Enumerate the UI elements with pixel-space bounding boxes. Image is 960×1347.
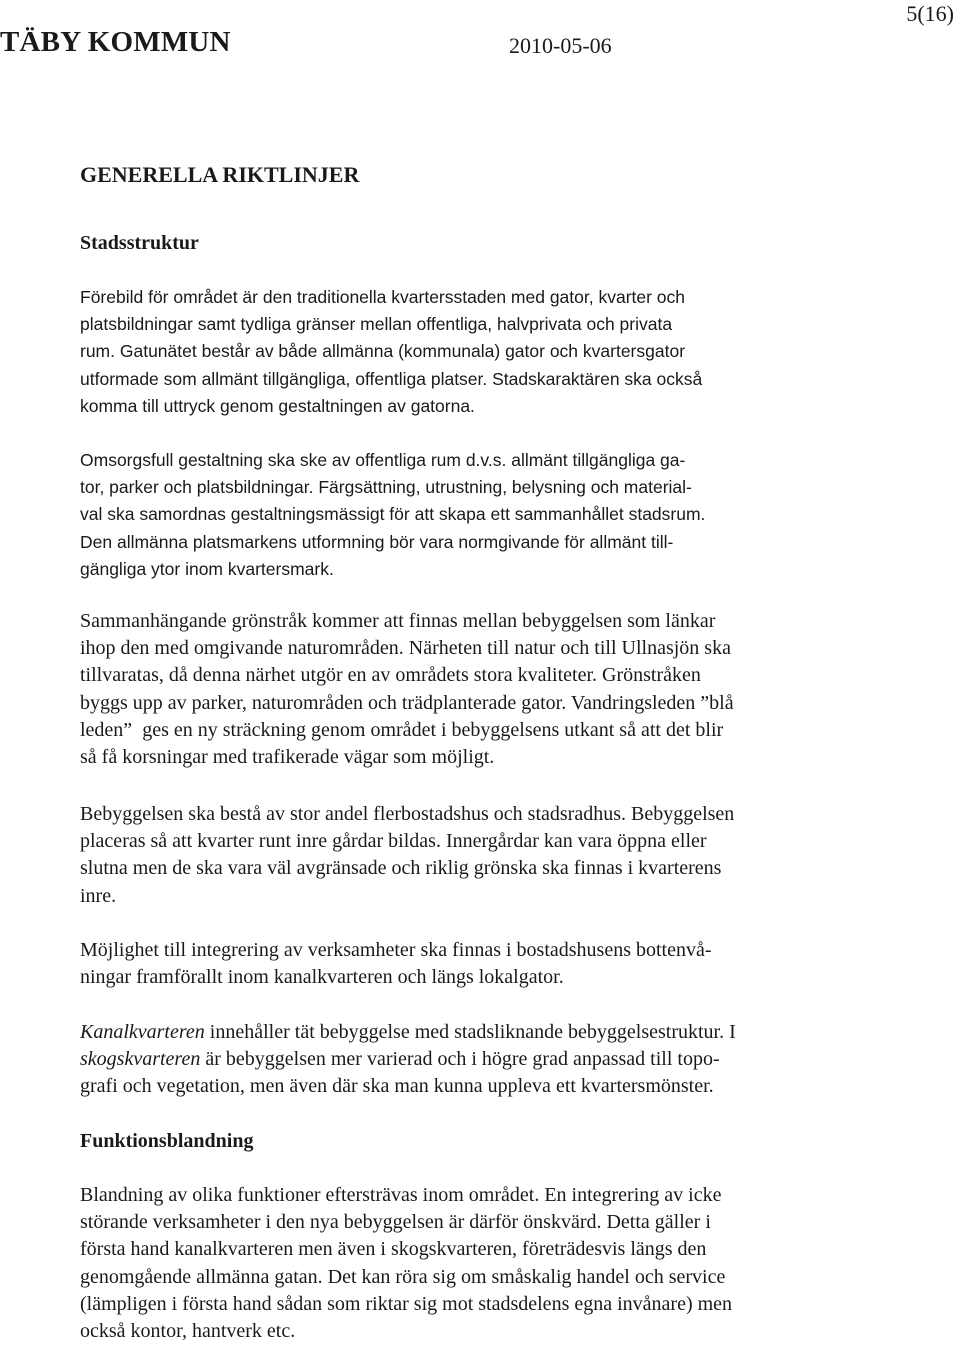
- text-line: [80, 1019, 736, 1046]
- paragraph-stadsstruktur-6: [80, 1019, 736, 1101]
- text-line: [80, 828, 734, 855]
- text-line: [80, 474, 705, 501]
- text-segment: Den allmänna platsmarkens utformning bör vara normgivande för allmänt till-: [80, 531, 674, 552]
- text-segment: Möjlighet till integrering av verksamheter ska finnas i bostadshusens bottenvå-: [80, 939, 712, 961]
- text-segment: genomgående allmänna gatan. Det kan röra sig om småskalig handel och service: [80, 1265, 726, 1288]
- text-line: [80, 529, 705, 556]
- text-segment: också kontor, hantverk etc.: [80, 1319, 296, 1342]
- text-segment: platsbildningar samt tydliga gränser mellan offentliga, halvprivata och privata: [80, 314, 673, 335]
- text-segment: tor, parker och platsbildningar.: [80, 477, 319, 498]
- text-segment: placeras så att kvarter runt inre gårdar bildas. Innergårdar kan vara öppna eller: [80, 830, 707, 853]
- emphasized-term: skogskvarteren: [80, 1048, 201, 1071]
- text-segment: gängliga ytor inom kvartersmark.: [80, 558, 334, 579]
- text-line: [80, 1291, 732, 1318]
- text-segment: Förebild för området är den traditionella kvartersstaden med gator, kvarter och: [80, 287, 686, 307]
- text-line: [80, 501, 705, 528]
- text-segment: komma till uttryck genom gestaltningen av gatorna.: [80, 395, 475, 416]
- heading-stadsstruktur: Stadsstruktur: [80, 232, 199, 254]
- text-line: [80, 311, 702, 338]
- text-line: [80, 635, 734, 662]
- text-line: [80, 744, 734, 771]
- text-segment: byggs upp av parker, naturområden och trädplanterade gator. Vandringsleden ”blå: [80, 691, 734, 714]
- paragraph-stadsstruktur-2: [80, 447, 705, 583]
- text-line: [80, 964, 712, 991]
- text-line: [80, 1318, 732, 1345]
- text-line: [80, 447, 705, 474]
- text-segment: inre.: [80, 884, 117, 907]
- paragraph-funktionsblandning-1: [80, 1182, 732, 1345]
- text-segment: utformade som allmänt tillgängliga, offentliga platser. Stadskaraktären ska också: [80, 368, 703, 389]
- heading-funktionsblandning: Funktionsblandning: [80, 1130, 254, 1152]
- text-segment: Blandning av olika funktioner eftersträvas inom området. En integrering av icke: [80, 1184, 722, 1206]
- text-line: [80, 690, 734, 717]
- text-line: [80, 556, 705, 583]
- text-segment: grafi och vegetation, men även där ska man kunna uppleva ett kvartersmönster.: [80, 1075, 714, 1098]
- page-number: 5(16): [906, 1, 954, 26]
- text-segment: innehåller tät bebyggelse med stadsliknande bebyggelsestruktur. I: [204, 1021, 736, 1043]
- text-segment: är bebyggelsen mer varierad och i högre grad anpassad till topo-: [200, 1048, 720, 1071]
- text-line: [80, 937, 712, 964]
- text-segment: Färgsättning, utrustning, belysning och material-: [318, 477, 692, 498]
- text-segment: tillvaratas, då denna närhet utgör en av områdets stora kvaliteter. Grönstråken: [80, 664, 701, 687]
- text-segment: val ska samordnas gestaltningsmässigt för att skapa ett sammanhållet stadsrum.: [80, 504, 706, 525]
- text-segment: (lämpligen i första hand sådan som riktar sig mot stadsdelens egna invånare) men: [80, 1292, 733, 1315]
- text-segment: störande verksamheter i den nya bebyggelsen är därför önskvärd. Detta gäller i: [80, 1211, 711, 1234]
- text-segment: ihop den med omgivande naturområden. Närheten till natur och till Ullnasjön ska: [80, 637, 731, 660]
- text-line: [80, 393, 702, 420]
- text-line: [80, 338, 702, 365]
- text-segment: Omsorgsfull gestaltning ska ske av offentliga rum d.v.s. allmänt tillgängliga ga-: [80, 450, 686, 470]
- text-line: [80, 284, 702, 311]
- paragraph-stadsstruktur-4: [80, 801, 734, 910]
- emphasized-term: Kanalkvarteren: [80, 1021, 205, 1043]
- text-line: [80, 1209, 732, 1236]
- text-line: [80, 883, 734, 910]
- text-line: [80, 662, 734, 689]
- text-line: [80, 1182, 732, 1209]
- text-segment: Bebyggelsen ska bestå av stor andel flerbostadshus och stadsradhus. Bebyggelsen: [80, 803, 735, 825]
- text-segment: leden” ges en ny sträckning genom området i bebyggelsens utkant så att det blir: [80, 718, 724, 741]
- section-title: GENERELLA RIKTLINJER: [80, 162, 360, 187]
- document-date: 2010-05-06: [509, 33, 612, 58]
- text-line: [80, 1264, 732, 1291]
- text-line: [80, 801, 734, 828]
- text-segment: Sammanhängande grönstråk kommer att finnas mellan bebyggelsen som länkar: [80, 610, 716, 632]
- text-line: [80, 855, 734, 882]
- text-line: [80, 1073, 736, 1100]
- organization-name: TÄBY KOMMUN: [0, 26, 231, 58]
- paragraph-stadsstruktur-3: [80, 608, 734, 771]
- text-line: [80, 1236, 732, 1263]
- paragraph-stadsstruktur-5: [80, 937, 712, 991]
- text-segment: slutna men de ska vara väl avgränsade och riklig grönska ska finnas i kvarterens: [80, 857, 722, 880]
- paragraph-stadsstruktur-1: [80, 284, 702, 420]
- text-segment: rum. Gatunätet består av både allmänna (kommunala) gator och kvartersgator: [80, 341, 686, 362]
- text-line: [80, 366, 702, 393]
- text-line: [80, 717, 734, 744]
- text-line: [80, 608, 734, 635]
- text-segment: ningar framförallt inom kanalkvarteren och längs lokalgator.: [80, 966, 564, 989]
- text-segment: första hand kanalkvarteren men även i skogskvarteren, företrädesvis längs den: [80, 1238, 707, 1261]
- text-line: [80, 1046, 736, 1073]
- text-segment: så få korsningar med trafikerade vägar som möjligt.: [80, 745, 495, 768]
